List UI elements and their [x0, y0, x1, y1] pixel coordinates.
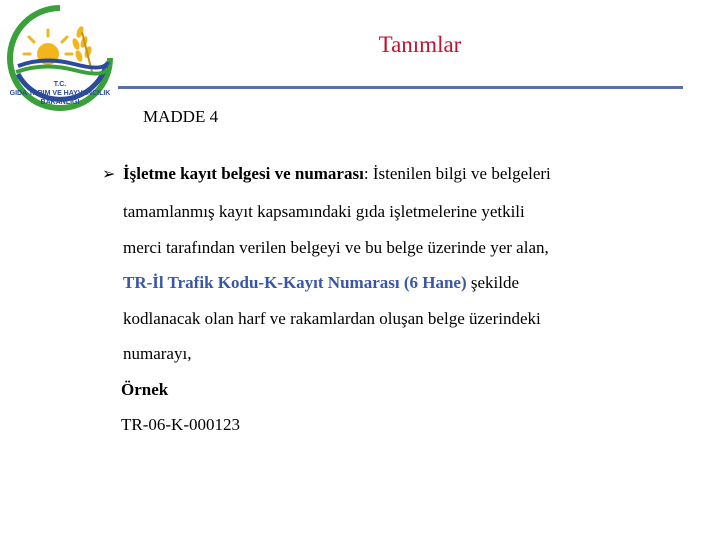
- term-colon: :: [363, 164, 369, 183]
- definition-line-5: kodlanacak olan harf ve rakamlardan oluşan belge üzerindeki: [123, 309, 541, 328]
- definition-line-3: merci tarafından verilen belgeyi ve bu belge üzerinde yer alan,: [123, 238, 549, 257]
- logo-ministry-text-2: BAKANLIĞI: [40, 99, 80, 106]
- article-heading: MADDE 4: [143, 107, 219, 126]
- definition-line-4: [123, 273, 519, 293]
- ministry-logo: [4, 2, 116, 120]
- example-value: TR-06-K-000123: [121, 415, 240, 434]
- line4-text: şekilde: [466, 273, 520, 292]
- slide-title: Tanımlar: [378, 32, 462, 57]
- defined-term: İşletme kayıt belgesi ve numarası: [123, 164, 364, 183]
- arrow-bullet-icon: ➢: [102, 164, 116, 183]
- field-waves: [16, 60, 108, 73]
- title-divider: [118, 86, 683, 89]
- definition-line-6: numarayı,: [123, 344, 192, 363]
- logo-ministry-text-1: GIDA TARIM VE HAYVANCILIK: [9, 90, 111, 97]
- code-format-highlight: TR-İl Trafik Kodu-K-Kayıt Numarası (6 Hane): [123, 273, 467, 292]
- logo-tc-text: T.C.: [53, 81, 67, 88]
- definition-line-2: tamamlanmış kayıt kapsamındaki gıda işletmelerine yetkili: [123, 202, 525, 221]
- example-label: Örnek: [121, 380, 169, 399]
- definition-line-1: [123, 164, 551, 184]
- line1-text: İstenilen bilgi ve belgeleri: [368, 164, 551, 183]
